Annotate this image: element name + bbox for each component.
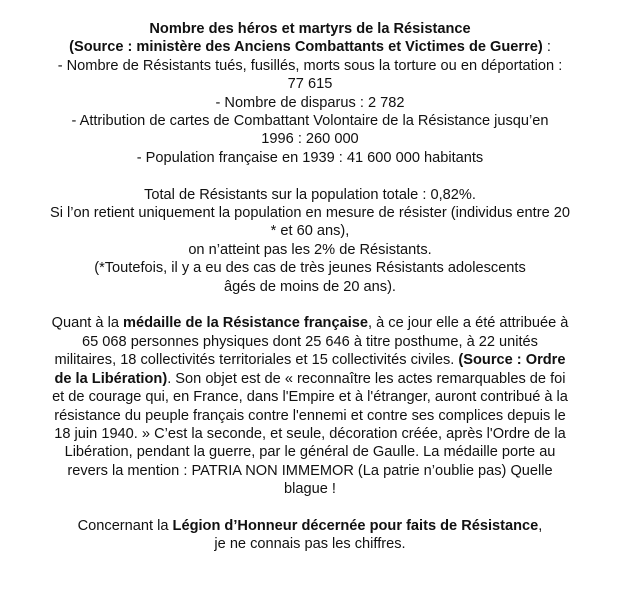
- ratio-age-range: * et 60 ans),: [270, 223, 350, 240]
- medal-intro-end: , à ce jour elle a été attribuée à: [368, 315, 569, 332]
- medal-line-7: 18 juin 1940. » C’est la seconde, et seule, décoration créée, après l'Ordre de la: [54, 425, 566, 442]
- ratio-section: [12, 186, 608, 296]
- legion-section: [12, 517, 608, 554]
- section-title-text: Nombre des héros et martyrs de la Résistance: [149, 21, 471, 37]
- medal-purpose-start: . Son objet est de « reconnaître les actes remarquables de foi: [167, 370, 566, 387]
- medal-line-3: [12, 351, 608, 369]
- legion-line-1: [12, 517, 608, 535]
- ratio-footnote: (*Toutefois, il y a eu des cas de très jeunes Résistants adolescents: [94, 260, 526, 277]
- medal-name: médaille de la Résistance française: [123, 315, 368, 332]
- ratio-total: Total de Résistants sur la population totale : 0,82%.: [144, 186, 476, 203]
- medal-units-text: militaires, 18 collectivités territoriales et 15 collectivités civiles.: [54, 352, 459, 369]
- paragraph-spacer: [12, 167, 608, 185]
- medal-line-2: 65 068 personnes physiques dont 25 646 à titre posthume, à 22 unités: [82, 333, 538, 350]
- legion-name: Légion d’Honneur décernée pour faits de Résistance: [172, 517, 539, 534]
- heroes-statistics-section: [12, 20, 608, 167]
- medal-line-10: blague !: [284, 481, 336, 498]
- medal-line-9: revers la mention : PATRIA NON IMMEMOR (La patrie n’oublie pas) Quelle: [67, 462, 553, 479]
- document-body: [12, 20, 608, 554]
- medal-source-end: de la Libération): [54, 370, 168, 387]
- medal-source-start: (Source : Ordre: [458, 352, 566, 369]
- medal-line-1: [12, 314, 608, 332]
- medal-line-8: Libération, pendant la guerre, par le général de Gaulle. La médaille porte au: [64, 444, 556, 461]
- paragraph-spacer: [12, 499, 608, 517]
- paragraph-spacer: [12, 296, 608, 314]
- medal-line-5: et de courage qui, en France, dans l'Empire et à l'étranger, auront contribué à la: [52, 389, 568, 406]
- medal-section: [12, 314, 608, 498]
- population-line: - Population française en 1939 : 41 600 000 habitants: [136, 149, 484, 166]
- missing-count: - Nombre de disparus : 2 782: [215, 94, 405, 111]
- medal-line-4: [12, 370, 608, 388]
- legion-comma: ,: [538, 517, 543, 534]
- source-line: [12, 38, 608, 56]
- medal-line-6: résistance du peuple français contre l'ennemi et contre ses complices depuis le: [54, 407, 566, 424]
- cards-label: - Attribution de cartes de Combattant Volontaire de la Résistance jusqu’en: [71, 113, 549, 130]
- section-title: [12, 20, 608, 38]
- source-colon: :: [542, 39, 551, 56]
- cards-value: 1996 : 260 000: [261, 131, 359, 148]
- killed-value: 77 615: [287, 76, 333, 93]
- ratio-result: on n’atteint pas les 2% de Résistants.: [188, 241, 432, 258]
- ratio-footnote-end: âgés de moins de 20 ans).: [224, 278, 396, 295]
- legion-intro: Concernant la: [77, 517, 173, 534]
- medal-intro: Quant à la: [51, 315, 124, 332]
- ratio-condition: Si l’on retient uniquement la population en mesure de résister (individus entre 20: [49, 205, 570, 222]
- killed-label: - Nombre de Résistants tués, fusillés, morts sous la torture ou en déportation :: [57, 57, 563, 74]
- source-citation: (Source : ministère des Anciens Combattants et Victimes de Guerre): [69, 39, 543, 56]
- legion-line-2: je ne connais pas les chiffres.: [214, 536, 406, 553]
